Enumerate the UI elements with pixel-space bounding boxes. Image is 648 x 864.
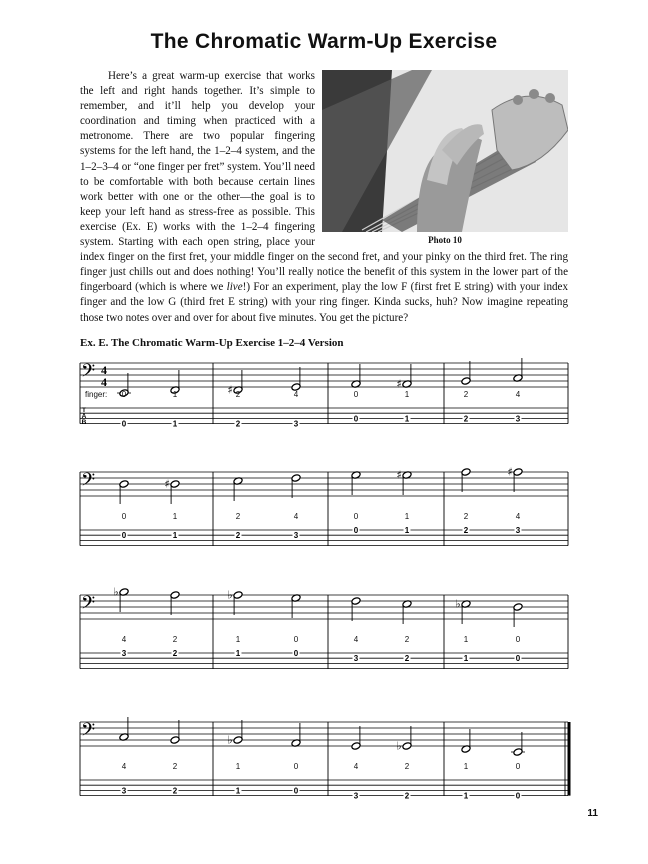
finger-number: 4 — [293, 512, 299, 521]
tab-fret-number: 0 — [293, 786, 299, 796]
bass-clef-icon: 𝄢 — [81, 361, 96, 386]
tab-fret-number: 2 — [172, 786, 178, 796]
bass-clef-icon: 𝄢 — [81, 593, 96, 618]
tab-letter: T — [82, 407, 86, 414]
tab-fret-number: 2 — [404, 654, 410, 664]
tab-fret-number: 1 — [235, 786, 241, 796]
tab-fret-number: 3 — [353, 791, 359, 801]
finger-number: 4 — [353, 635, 359, 644]
finger-number: 1 — [172, 390, 178, 399]
sharp-accidental-icon: ♯ — [507, 465, 513, 479]
tab-fret-number: 2 — [463, 414, 469, 424]
finger-number: 1 — [463, 762, 469, 771]
tab-fret-number: 3 — [293, 419, 299, 429]
system-2 — [80, 466, 568, 546]
photo-caption: Photo 10 — [428, 235, 462, 245]
tab-fret-number: 3 — [353, 654, 359, 664]
tab-fret-number: 3 — [121, 649, 127, 658]
finger-number: 0 — [121, 390, 127, 399]
finger-number: 0 — [121, 512, 127, 521]
sharp-accidental-icon: ♯ — [227, 383, 233, 397]
finger-number: 2 — [404, 635, 410, 644]
finger-number: 0 — [515, 635, 521, 644]
finger-number: 1 — [463, 635, 469, 644]
tab-fret-number: 2 — [235, 531, 241, 541]
tab-fret-number: 0 — [353, 526, 359, 535]
finger-number: 2 — [463, 512, 469, 521]
finger-number: 2 — [404, 762, 410, 771]
finger-number: 2 — [235, 390, 241, 399]
tab-fret-number: 1 — [235, 649, 241, 658]
system-4 — [80, 717, 569, 801]
tab-fret-number: 0 — [515, 791, 521, 801]
tab-fret-number: 3 — [293, 531, 299, 541]
flat-accidental-icon: ♭ — [455, 597, 461, 611]
bass-clef-icon: 𝄢 — [81, 720, 96, 745]
tab-fret-number: 0 — [293, 649, 299, 658]
sharp-accidental-icon: ♯ — [396, 377, 402, 391]
sharp-accidental-icon: ♯ — [396, 468, 402, 482]
system-1 — [80, 358, 568, 429]
finger-number: 2 — [463, 390, 469, 399]
finger-number: 4 — [121, 762, 127, 771]
finger-number: 4 — [515, 512, 521, 521]
finger-number: 4 — [353, 762, 359, 771]
finger-number: 0 — [515, 762, 521, 771]
tab-fret-number: 3 — [515, 526, 521, 535]
finger-number: 1 — [235, 762, 241, 771]
finger-label: finger: — [85, 390, 108, 399]
finger-number: 4 — [293, 390, 299, 399]
finger-number: 4 — [121, 635, 127, 644]
finger-number: 1 — [404, 390, 410, 399]
tab-fret-number: 1 — [172, 531, 178, 541]
sharp-accidental-icon: ♯ — [164, 477, 170, 491]
finger-number: 2 — [172, 635, 178, 644]
page-number: 11 — [587, 808, 598, 819]
tab-letter: B — [81, 419, 87, 426]
page-title: The Chromatic Warm-Up Exercise — [150, 30, 498, 53]
tab-fret-number: 0 — [353, 414, 359, 424]
finger-number: 2 — [235, 512, 241, 521]
tab-fret-number: 3 — [515, 414, 521, 424]
finger-number: 0 — [293, 635, 299, 644]
time-signature-bottom: 4 — [101, 375, 107, 389]
finger-number: 0 — [293, 762, 299, 771]
body-paragraph: Here’s a great warm-up exercise that works the left and right hands together. It’s simple to remember, and it’ll help you develop your coordination and timing when practiced with a metronome. There are two popular fingering systems for the left hand, the 1–2–4 system, and the 1–2–3–4 or “one finger per fret” system. You’ll need to be comfortable with both because certain lines work better with one or the other—the goal is to keep your left hand as stress-free as possible. This exercise (Ex. E) works with the 1–2–4 fingering system. Starting with each open string, place your index finger on the first fret, your middle finger on the second fret, and your pinky on the third fret. The ring finger just chills out and does nothing! You’ll really notice the benefit of this system in the lower part of the fingerboard (which is where we live!) For an experiment, play the low F (first fret E string) with your index finger and the low G (third fret E string) with your ring finger. Kinda sucks, huh? Now imagine repeating those two notes over and over for about five minutes. You get the picture? — [80, 70, 569, 324]
flat-accidental-icon: ♭ — [227, 588, 233, 602]
finger-number: 1 — [172, 512, 178, 521]
tab-fret-number: 0 — [121, 419, 127, 429]
time-signature-top: 4 — [101, 363, 107, 377]
tab-fret-number: 3 — [121, 786, 127, 796]
tab-fret-number: 2 — [235, 419, 241, 429]
flat-accidental-icon: ♭ — [227, 733, 233, 747]
finger-number: 1 — [404, 512, 410, 521]
finger-number: 0 — [353, 512, 359, 521]
flat-accidental-icon: ♭ — [396, 739, 402, 753]
flat-accidental-icon: ♭ — [113, 585, 119, 599]
example-heading: Ex. E. The Chromatic Warm-Up Exercise 1–2–4 Version — [80, 337, 344, 349]
tab-fret-number: 1 — [172, 419, 178, 429]
tab-fret-number: 2 — [404, 791, 410, 801]
finger-number: 2 — [172, 762, 178, 771]
finger-number: 0 — [353, 390, 359, 399]
tab-fret-number: 1 — [463, 654, 469, 664]
tab-fret-number: 2 — [172, 649, 178, 658]
tab-fret-number: 1 — [404, 526, 410, 535]
bass-clef-icon: 𝄢 — [81, 470, 96, 495]
tab-fret-number: 2 — [463, 526, 469, 535]
finger-number: 1 — [235, 635, 241, 644]
tab-fret-number: 0 — [121, 531, 127, 541]
tab-fret-number: 1 — [404, 414, 410, 424]
system-3 — [80, 586, 568, 669]
tab-fret-number: 1 — [463, 791, 469, 801]
tab-letter: A — [81, 413, 87, 420]
finger-number: 4 — [515, 390, 521, 399]
tab-fret-number: 0 — [515, 654, 521, 664]
